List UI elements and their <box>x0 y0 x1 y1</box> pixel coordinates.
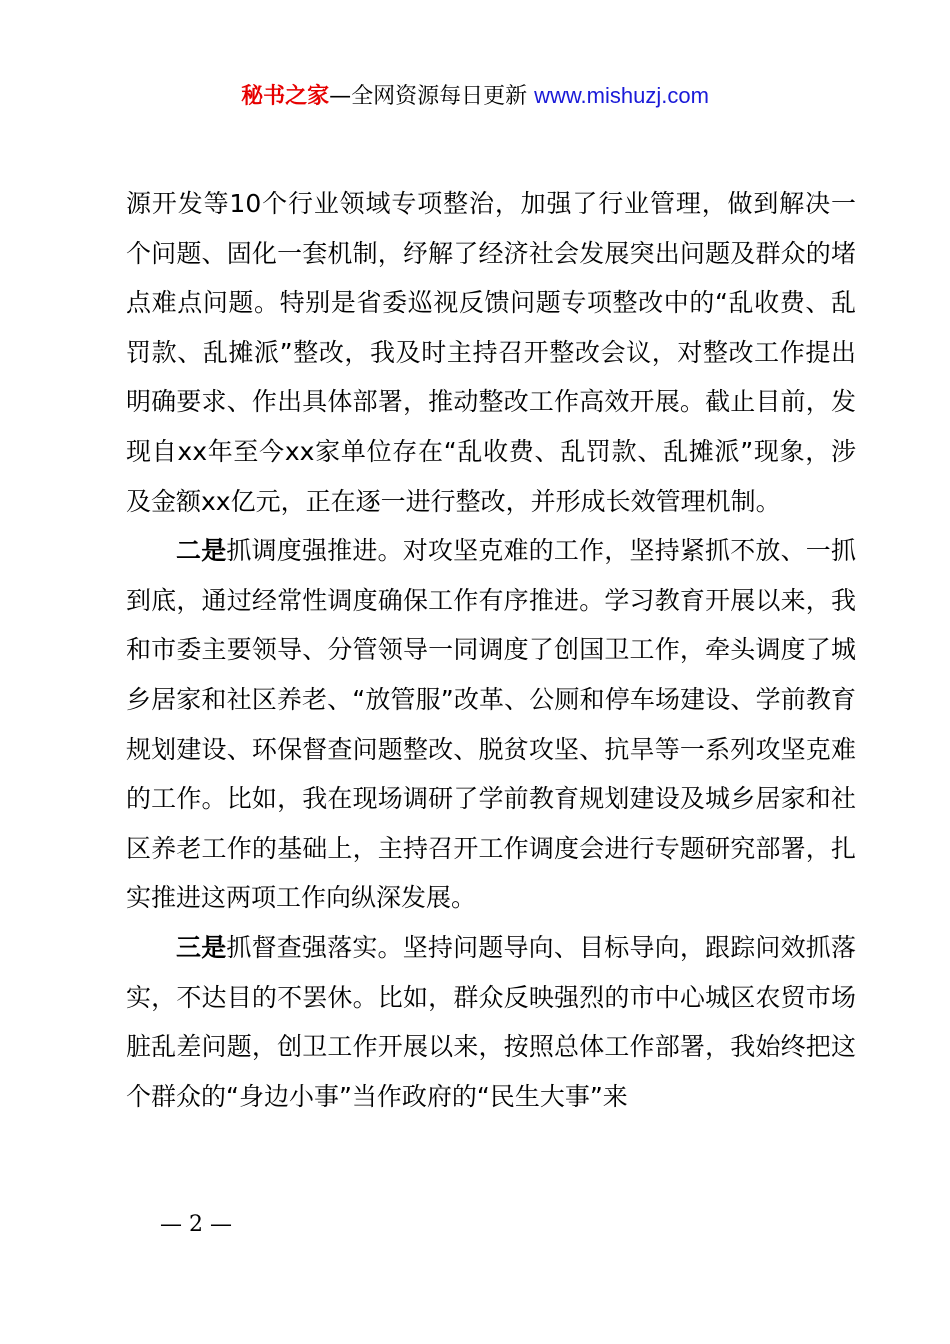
page-number: — 2 — <box>160 1212 232 1237</box>
site-banner <box>0 80 950 113</box>
paragraph-continuation <box>126 179 856 526</box>
paragraph-lead: 二是 <box>176 536 227 566</box>
paragraph-text: 抓调度强推进。对攻坚克难的工作，坚持紧抓不放、一抓到底，通过经常性调度确保工作有序推进。学习教育开展以来，我和市委主要领导、分管领导一同调度了创国卫工作，牵头调度了城乡居家和社区养老、“放管服”改革、公厕和停车场建设、学前教育规划建设、环保督查问题整改、脱贫攻坚、抗旱等一系列攻坚克难的工作。比如，我在现场调研了学前教育规划建设及城乡居家和社区养老工作的基础上，主持召开工作调度会进行专题研究部署，扎实推进这两项工作向纵深发展。 <box>126 536 856 913</box>
paragraph-item-3 <box>126 923 856 1121</box>
paragraph-item-2 <box>126 526 856 923</box>
paragraph-text: 源开发等10个行业领域专项整治，加强了行业管理，做到解决一个问题、固化一套机制，纾解了经济社会发展突出问题及群众的堵点难点问题。特别是省委巡视反馈问题专项整改中的“乱收费、乱罚款、乱摊派”整改，我及时主持召开整改会议，对整改工作提出明确要求、作出具体部署，推动整改工作高效开展。截止目前，发现自xx年至今xx家单位存在“乱收费、乱罚款、乱摊派”现象，涉及金额xx亿元，正在逐一进行整改，并形成长效管理机制。 <box>126 189 856 516</box>
site-tagline: —全网资源每日更新 <box>329 84 528 109</box>
paragraph-lead: 三是 <box>176 932 227 962</box>
site-url-link[interactable]: www.mishuzj.com <box>534 83 709 108</box>
site-brand: 秘书之家 <box>241 84 330 109</box>
paragraph-text: 抓督查强落实。坚持问题导向、目标导向，跟踪问效抓落实，不达目的不罢休。比如，群众反映强烈的市中心城区农贸市场脏乱差问题，创卫工作开展以来，按照总体工作部署，我始终把这个群众的“身边小事”当作政府的“民生大事”来 <box>126 932 856 1111</box>
document-body <box>126 179 856 1121</box>
